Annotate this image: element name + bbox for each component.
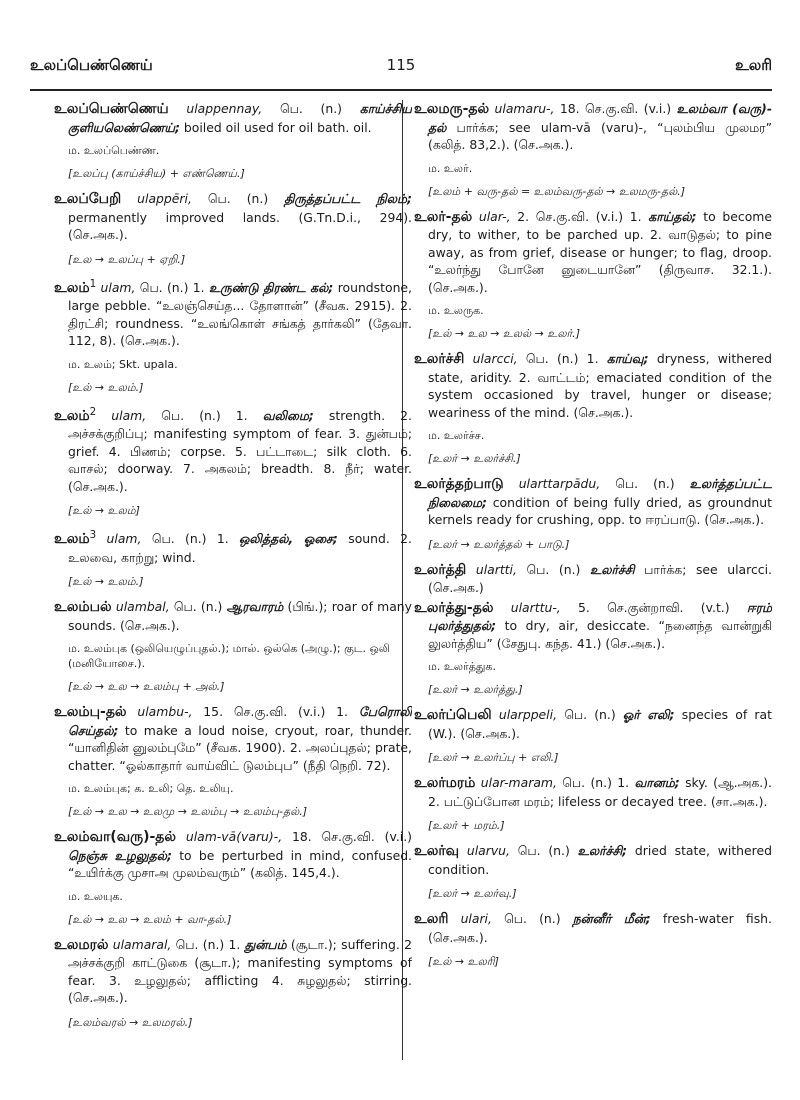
etymology-note: [உல் → உல → உலம் + வா-தல்.] [68, 912, 232, 926]
entry-transliteration: ulam, [106, 531, 142, 547]
dictionary-entry [414, 706, 772, 742]
entry-transliteration: ulari, [460, 911, 492, 926]
entry-definition: dryness, withered state, aridity. 2. வாட்டம்; emaciated condition of the system occasioned by travel, hunger or disease; weariness of the mind. (செ.அக.). [428, 351, 772, 420]
entry-headword: உலம் [54, 531, 90, 548]
entry-transliteration: ularvu, [466, 843, 510, 858]
entry-headword: உலம் [54, 407, 90, 424]
entry-definition: roundstone, large pebble. “உலஞ்செய்த... தோளான்” (சீவக. 2915). 2. திரட்சி; roundness. “உலங்கொள் சங்கத் தார்கலி” (தேவா. 112, 8). (செ.அக.). [68, 279, 412, 349]
entry-transliteration: ulappennay, [186, 101, 263, 116]
entry-headword: உலரி [414, 911, 449, 927]
right-column [414, 100, 772, 1090]
entry-definition: condition of being fully dried, as groundnut kernels ready for crushing, opp. to ஈரப்பாடு. (செ.அக.). [428, 494, 772, 527]
entry-definition: (சூடா.); suffering. 2 அச்சக்குறி காட்டுகை (சூடா.); manifesting symptoms of fear. 3. உழலுதல்; afflicting 4. சுழலுதல்; stirring. (செ.அக.). [68, 936, 412, 1006]
entry-transliteration: ulam, [111, 407, 147, 423]
entry-grammar: பெ. (n.) [262, 101, 360, 116]
entry-tamil-definition: திருத்தப்பட்ட நிலம்; [284, 191, 412, 206]
header-rule [30, 89, 772, 91]
homograph-number: 3 [89, 529, 97, 542]
cognate-note: ம. உலம்புக; க. உலி; தெ. உலியு. [68, 782, 234, 796]
dictionary-entry [414, 842, 772, 878]
etymology-note: [உலர் + மரம்.] [428, 819, 505, 832]
entry-tamil-definition: பேரொலி செய்தல்; [68, 704, 412, 738]
entry-grammar: பெ. (n.) [191, 191, 285, 206]
dictionary-entry [414, 910, 772, 946]
entry-definition: to dry, air, desiccate. “நனைந்த வான்றுகி லுலர்த்திய” (சேதுபு. கந்த. 41.) (செ.அக.). [428, 618, 772, 651]
left-column [54, 100, 412, 1090]
etymology-note: [உலர் → உலர்த்து.] [428, 683, 523, 696]
etymology-note: [உல் → உல → உலல் → உலர்.] [428, 327, 581, 340]
etymology-note: [உலம்வரல் → உலமரல்.] [68, 1015, 193, 1029]
entry-headword: உலமரல் [54, 936, 109, 953]
entry-headword: உலப்பெண்ணெய் [54, 101, 169, 117]
entry-headword: உலம்பு-தல் [54, 704, 127, 721]
entry-definition: பார்க்க; see ulam-vā (varu)-, “புலம்பிய முலமர” (கலித். 83,2.). (செ.அக.). [428, 119, 772, 152]
entry-transliteration: ulam, [100, 279, 136, 295]
entry-grammar: பெ. (n.) [557, 707, 623, 722]
entry-headword: உலர்த்து-தல் [414, 599, 494, 616]
entry-tamil-definition: உருண்டு திரண்ட கல்; [208, 279, 334, 295]
entry-definition: permanently improved lands. (G.Tn.D.i., 294). (செ.அக.). [68, 209, 412, 242]
cognate-note: ம. உலயுக. [68, 889, 123, 903]
entry-definition: to be perturbed in mind, confused. “உயிர்க்கு முசாஅ முலம்வரும்” (கலித். 145,4.). [68, 847, 412, 881]
entry-tamil-definition: காய்வு; [606, 351, 649, 366]
homograph-number: 1 [89, 277, 97, 290]
dictionary-entry [414, 100, 772, 154]
page-header [30, 56, 772, 78]
dictionary-entry [54, 404, 412, 496]
entry-grammar: பெ. (n.) 1. [517, 351, 607, 366]
entry-definition: boiled oil used for oil bath. oil. [179, 119, 372, 135]
entry-headword: உலர்மரம் [414, 775, 476, 791]
etymology-note: [உலம் + வரு-தல் = உலம்வரு-தல் → உலமரு-தல்.] [428, 184, 686, 198]
entry-headword: உலப்பேறி [54, 191, 122, 207]
entry-grammar: பெ. (n.) 1. [146, 407, 263, 423]
dictionary-entry [54, 703, 412, 774]
entry-headword: உலம் [54, 279, 90, 296]
entry-transliteration: ularcci, [472, 351, 518, 366]
entry-headword: உலர்ப்பெலி [414, 707, 492, 723]
etymology-note: [உல் → உலம்] [68, 504, 140, 518]
entry-headword: உலம்வா(வரு)-தல் [54, 829, 177, 846]
etymology-note: [உல் → உலரி] [428, 955, 499, 968]
cognate-note: ம. உலம்; Skt. upala. [68, 357, 178, 371]
entry-definition: to become dry, to wither, to be parched up. 2. வாடுதல்; to pine away, as from grief, disease or hunger; to flag, droop. “உலர்ந்து போனே னுடையானே” (திருவாச. 32.1.). (செ.அக.). [428, 208, 772, 295]
entry-headword: உலர்-தல் [414, 208, 473, 225]
entry-grammar: 5. செ.குன்றாவி. (v.t.) [560, 599, 747, 615]
entry-grammar: பெ. (n.) [509, 843, 578, 858]
entry-definition: (பிங்.); roar of many sounds. (செ.அக.). [68, 599, 412, 633]
etymology-note: [உலர் → உலர்ப்பு + எலி.] [428, 751, 559, 764]
entry-tamil-definition: துன்பம் [244, 936, 287, 952]
entry-transliteration: ularttarpādu, [518, 476, 601, 491]
entry-transliteration: ulambu-, [137, 704, 193, 720]
entry-grammar: 18. செ.கு.வி. (v.i.) [554, 101, 677, 116]
etymology-note: [உல் → உலம்.] [68, 575, 144, 589]
entry-tamil-definition: நெஞ்சு உழலுதல்; [68, 847, 172, 863]
entry-transliteration: ulam-vā(varu)-, [185, 829, 283, 845]
entry-transliteration: ularttu-, [510, 599, 561, 615]
dictionary-entry [414, 350, 772, 421]
entry-tamil-definition: உலர்த்தப்பட்ட நிலைமை; [428, 476, 772, 510]
dictionary-entry [54, 190, 412, 244]
entry-transliteration: ulamaral, [112, 936, 172, 952]
dictionary-entry [54, 598, 412, 634]
entry-grammar: பெ. (n.) 1. [135, 279, 209, 295]
entry-grammar: 15. செ.கு.வி. (v.i.) 1. [192, 704, 359, 720]
cognate-note: ம. உலருக. [428, 304, 484, 317]
entry-headword: உலர்த்தற்பாடு [414, 476, 504, 492]
dictionary-entry [54, 100, 412, 136]
dictionary-entry [414, 475, 772, 529]
entry-definition: strength. 2. அச்சக்குறிப்பு; manifesting symptom of fear. 3. துன்பம்; grief. 4. பிணம்; corpse. 5. பட்டாடை; silk cloth. 6. வாசல்; doorway. 7. அகலம்; breadth. 8. நீர்; water. (செ.அக.). [68, 407, 412, 494]
entry-tamil-definition: காய்ச்சிய குளியலெண்ணெய்; [68, 101, 412, 135]
entry-tamil-definition: ஒலித்தல், ஓசை; [239, 531, 338, 547]
entry-tamil-definition: வலிமை; [262, 407, 314, 423]
entry-headword: உலர்ச்சி [414, 351, 465, 367]
running-head-left: உலப்பெண்ணெய் [30, 56, 153, 74]
dictionary-entry [54, 936, 412, 1007]
homograph-number: 2 [89, 405, 97, 418]
entry-headword: உலர்த்தி [414, 561, 467, 578]
entry-tamil-definition: நன்னீர் மீன்; [572, 911, 651, 926]
entry-grammar: பெ. (n.) 1. [556, 775, 635, 790]
entry-transliteration: ulamaru-, [494, 101, 555, 116]
dictionary-entry [54, 527, 412, 566]
etymology-note: [உலர் → உலர்ச்சி.] [428, 452, 521, 465]
entry-definition: to make a loud noise, cryout, roar, thunder. “யானிதின் னுலம்புமே” (சீவக. 1900). 2. அலப்புதல்; prate, chatter. “ஓல்காதார் வாய்விட் டுலம்புப” (நீதி நெறி. 72). [68, 722, 412, 773]
dictionary-entry [414, 561, 772, 597]
cognate-note: ம. உலர்த்துக. [428, 660, 496, 673]
entry-grammar: பெ. (n.) [491, 911, 573, 926]
cognate-note: ம. உலப்பெண்ண. [68, 144, 160, 157]
entry-headword: உலம்பல் [54, 599, 112, 616]
etymology-note: [உலர் → உலர்த்தல் + பாடு.] [428, 537, 570, 551]
entry-tamil-definition: உலர்ச்சி [590, 561, 635, 577]
dictionary-entry [414, 774, 772, 810]
entry-definition: species of rat (W.). (செ.அக.). [428, 707, 772, 741]
entry-transliteration: ulambal, [115, 599, 170, 615]
entry-tamil-definition: ஓர் எலி; [622, 707, 675, 722]
cognate-note: ம. உலர்ச்ச. [428, 429, 485, 442]
entry-tamil-definition: உலம்வா (வரு)-தல் [428, 101, 772, 135]
entry-definition: sky. (ஆ.அக.). 2. பட்டுப்போன மரம்; lifeless or decayed tree. (சா.அக.). [428, 775, 772, 809]
entry-transliteration: ularppeli, [498, 707, 558, 722]
entry-grammar: பெ. (n.) [169, 599, 227, 615]
dictionary-entry [54, 828, 412, 882]
entry-grammar: பெ. (n.) 1. [141, 531, 240, 547]
etymology-note: [உலர் → உலர்வு.] [428, 887, 517, 900]
entry-tamil-definition: உலர்ச்சி; [577, 843, 628, 858]
entry-tamil-definition: ஈரம் புலர்த்துதல்; [428, 599, 772, 633]
entry-transliteration: ular-, [478, 208, 511, 224]
entry-headword: உலர்வு [414, 843, 460, 859]
entry-grammar: 18. செ.கு.வி. (v.i.) [282, 829, 412, 845]
running-head-right: உலரி [735, 56, 772, 74]
entry-definition: dried state, withered condition. [428, 843, 772, 877]
entry-grammar: பெ. (n.) [600, 476, 690, 491]
entry-transliteration: ular-maram, [480, 775, 557, 790]
entry-definition: sound. 2. உலவை, காற்று; wind. [68, 531, 412, 565]
dictionary-entry [54, 276, 412, 350]
dictionary-entry [414, 208, 772, 297]
dictionary-entry [414, 599, 772, 653]
entry-grammar: பெ. (n.) [516, 561, 590, 577]
etymology-note: [உல → உலப்பு + ஏறி.] [68, 252, 186, 266]
entry-definition: fresh-water fish. (செ.அக.). [428, 911, 772, 945]
entry-grammar: 2. செ.கு.வி. (v.i.) 1. [510, 208, 649, 224]
entry-tamil-definition: ஆரவாரம் [226, 599, 284, 615]
etymology-note: [உலப்பு (காய்ச்சிய) + எண்ணெய்.] [68, 167, 245, 180]
entry-grammar: பெ. (n.) 1. [171, 936, 245, 952]
entry-tamil-definition: காய்தல்; [648, 208, 697, 224]
cognate-note: ம. உலம்புக (ஒலியெழுப்புதல்.); மால். ஒல்கெ (அழு.); குட. ஒலி (மனியோசை.). [68, 642, 390, 671]
etymology-note: [உல் → உலம்.] [68, 380, 144, 394]
entry-transliteration: ulappēri, [137, 191, 192, 206]
cognate-note: ம. உலர். [428, 161, 473, 175]
entry-headword: உலமரு-தல் [414, 101, 490, 117]
page-number: 115 [386, 56, 416, 74]
etymology-note: [உல் → உல → உலம்பு + அல்.] [68, 680, 225, 694]
etymology-note: [உல் → உல → உலமு → உலம்பு → உலம்பு-தல்.] [68, 805, 308, 819]
entry-tamil-definition: வானம்; [634, 775, 680, 790]
entry-definition: பார்க்க; see ularcci. (செ.அக.) [428, 561, 772, 595]
entry-transliteration: ulartti, [475, 561, 517, 577]
